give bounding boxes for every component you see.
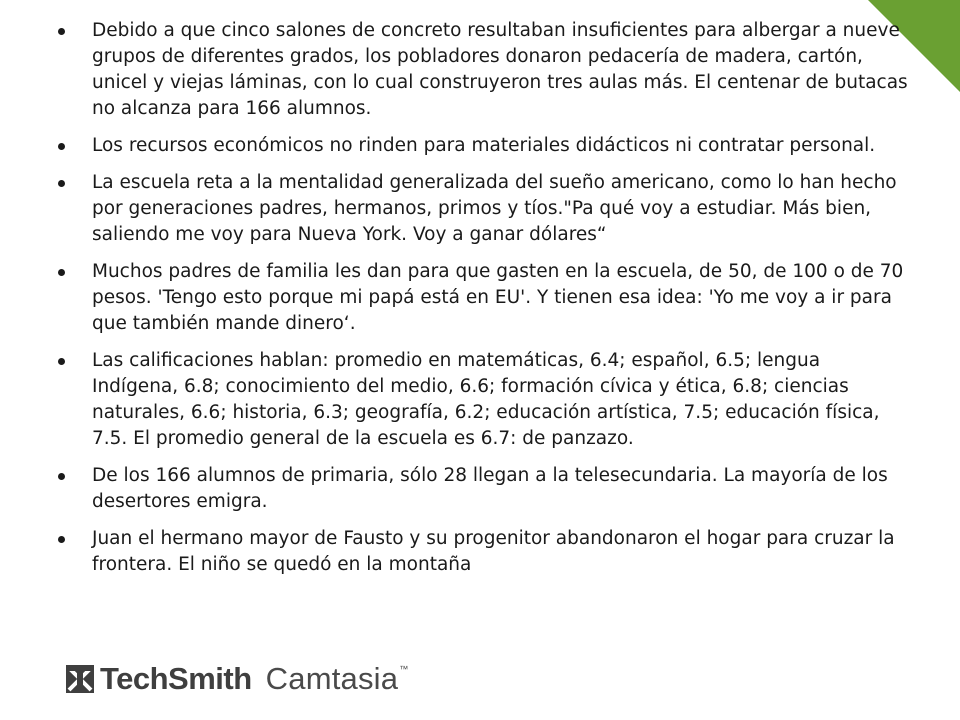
bullet-item: [58, 133, 910, 159]
bullet-item: [58, 170, 910, 248]
watermark-trademark: ™: [399, 664, 409, 674]
bullet-text: Los recursos económicos no rinden para materiales didácticos ni contratar personal.: [92, 135, 876, 156]
bullet-text: Debido a que cinco salones de concreto resultaban insuficientes para albergar a nueve grupos de diferentes grados, los pobladores donaron pedacería de madera, cartón, unicel y viejas láminas, con lo cual construyeron tres aulas más. El centenar de butacas no alcanza para 166 alumnos.: [92, 20, 908, 119]
bullet-item: [58, 526, 910, 578]
bullet-icon: [58, 358, 65, 365]
bullet-icon: [58, 28, 65, 35]
bullet-icon: [58, 269, 65, 276]
watermark-product: Camtasia: [265, 661, 399, 696]
bullet-item: [58, 463, 910, 515]
bullet-icon: [58, 473, 65, 480]
bullet-icon: [58, 536, 65, 543]
bullet-item: [58, 18, 910, 122]
bullet-text: La escuela reta a la mentalidad generalizada del sueño americano, como lo han hecho por generaciones padres, hermanos, primos y tíos."Pa qué voy a estudiar. Más bien, saliendo me voy para Nueva York. Voy a ganar dólares“: [92, 172, 897, 245]
bullet-list: [58, 18, 910, 589]
bullet-icon: [58, 180, 65, 187]
bullet-item: [58, 259, 910, 337]
bullet-text: Las calificaciones hablan: promedio en matemáticas, 6.4; español, 6.5; lengua Indígena, 6.8; conocimiento del medio, 6.6; formación cívica y ética, 6.8; ciencias naturales, 6.6; historia, 6.3; geografía, 6.2; educación artística, 7.5; educación física, 7.5. El promedio general de la escuela es 6.7: de panzazo.: [92, 350, 880, 449]
bullet-item: [58, 348, 910, 452]
bullet-text: De los 166 alumnos de primaria, sólo 28 llegan a la telesecundaria. La mayoría de los desertores emigra.: [92, 465, 888, 512]
techsmith-camtasia-watermark: [66, 656, 408, 702]
bullet-icon: [58, 143, 65, 150]
techsmith-logo-icon: [66, 665, 94, 693]
bullet-text: Juan el hermano mayor de Fausto y su progenitor abandonaron el hogar para cruzar la frontera. El niño se quedó en la montaña: [92, 528, 895, 575]
watermark-brand: TechSmith: [100, 661, 252, 696]
bullet-text: Muchos padres de familia les dan para que gasten en la escuela, de 50, de 100 o de 70 pesos. 'Tengo esto porque mi papá está en EU'. Y tienen esa idea: 'Yo me voy a ir para que también mande dinero‘.: [92, 261, 904, 334]
